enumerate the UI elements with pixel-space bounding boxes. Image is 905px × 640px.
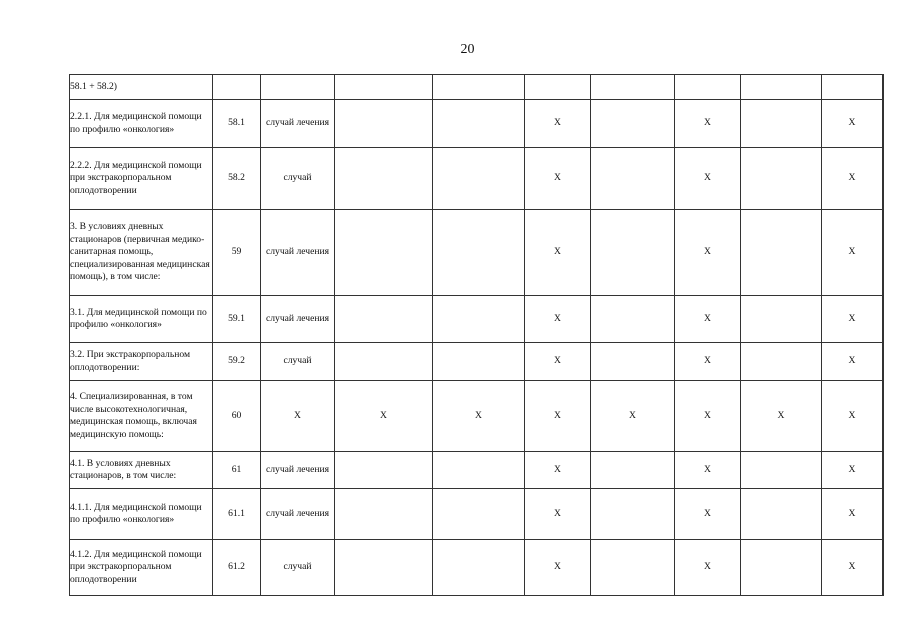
row-value-cell: X [525,343,591,381]
row-value-cell: X [675,489,741,540]
row-value-cell: X [822,489,883,540]
row-unit-cell [261,75,335,100]
table-row [70,100,884,148]
row-value-cell: X [433,381,525,452]
row-code-cell: 59.2 [213,343,261,381]
row-value-cell [883,540,884,596]
row-value-cell: X [525,100,591,148]
row-value-cell: X [525,452,591,489]
row-value-cell [591,343,675,381]
row-value-cell [525,75,591,100]
row-unit-cell: случай лечения [261,100,335,148]
table-body [70,75,884,596]
row-value-cell [883,296,884,343]
row-value-cell [741,452,822,489]
row-value-cell [883,452,884,489]
row-value-cell: X [675,296,741,343]
table-row [70,452,884,489]
row-value-cell [335,540,433,596]
row-value-cell [675,75,741,100]
statistics-table [69,74,884,596]
row-unit-cell: случай [261,148,335,210]
row-value-cell: X [675,100,741,148]
row-value-cell [433,148,525,210]
row-code-cell: 61 [213,452,261,489]
row-code-cell: 61.1 [213,489,261,540]
row-value-cell: X [822,296,883,343]
row-name-cell: 4. Специализированная, в том числе высокотехнологичная, медицинская помощь, включая медицинскую помощь: [70,381,213,452]
row-value-cell [335,296,433,343]
row-unit-cell: случай лечения [261,210,335,296]
row-value-cell: X [675,210,741,296]
row-value-cell [883,210,884,296]
row-value-cell: X [335,381,433,452]
row-name-cell: 3.1. Для медицинской помощи по профилю «онкология» [70,296,213,343]
row-value-cell: X [822,148,883,210]
row-value-cell: X [822,381,883,452]
row-value-cell [335,452,433,489]
row-value-cell [822,75,883,100]
row-unit-cell: случай лечения [261,489,335,540]
row-value-cell [433,489,525,540]
row-code-cell: 58.1 [213,100,261,148]
row-value-cell: X [822,540,883,596]
row-value-cell [883,148,884,210]
table-row [70,148,884,210]
row-unit-cell: случай [261,343,335,381]
row-value-cell: X [525,210,591,296]
page-number: 20 [460,42,475,57]
row-value-cell [335,210,433,296]
row-code-cell: 61.2 [213,540,261,596]
row-unit-cell: случай лечения [261,296,335,343]
row-value-cell [335,148,433,210]
row-name-cell: 4.1.1. Для медицинской помощи по профилю «онкология» [70,489,213,540]
row-value-cell [591,452,675,489]
row-value-cell [741,100,822,148]
row-value-cell [741,489,822,540]
row-code-cell: 60 [213,381,261,452]
row-value-cell [335,489,433,540]
row-value-cell [433,296,525,343]
row-value-cell: X [675,148,741,210]
row-value-cell: X [741,381,822,452]
row-code-cell [213,75,261,100]
row-value-cell [883,100,884,148]
row-value-cell: X [675,343,741,381]
row-name-cell: 4.1. В условиях дневных стационаров, в том числе: [70,452,213,489]
row-value-cell [883,75,884,100]
row-value-cell [591,210,675,296]
row-value-cell: X [591,381,675,452]
row-value-cell: X [675,540,741,596]
row-name-cell: 4.1.2. Для медицинской помощи при экстракорпоральном оплодотворении [70,540,213,596]
table-row [70,540,884,596]
row-value-cell: X [822,100,883,148]
row-value-cell [591,148,675,210]
table-row [70,296,884,343]
row-value-cell [591,296,675,343]
row-name-cell: 3.2. При экстракорпоральном оплодотворении: [70,343,213,381]
row-code-cell: 59 [213,210,261,296]
row-value-cell [433,100,525,148]
row-value-cell: X [822,343,883,381]
row-value-cell: X [525,489,591,540]
row-value-cell [335,100,433,148]
row-value-cell [741,75,822,100]
row-value-cell [591,75,675,100]
row-value-cell [883,343,884,381]
row-value-cell [433,452,525,489]
table-row [70,343,884,381]
row-value-cell: X [525,296,591,343]
row-value-cell [883,489,884,540]
row-value-cell [335,75,433,100]
row-value-cell [741,210,822,296]
row-unit-cell: X [261,381,335,452]
table-row [70,489,884,540]
row-value-cell: X [675,381,741,452]
row-value-cell [433,210,525,296]
row-value-cell [741,540,822,596]
row-value-cell [883,381,884,452]
row-name-cell: 2.2.2. Для медицинской помощи при экстракорпоральном оплодотворении [70,148,213,210]
row-value-cell: X [525,381,591,452]
row-unit-cell: случай [261,540,335,596]
row-value-cell [335,343,433,381]
row-value-cell [741,148,822,210]
row-name-cell: 2.2.1. Для медицинской помощи по профилю «онкология» [70,100,213,148]
row-value-cell: X [525,540,591,596]
table-row [70,75,884,100]
row-value-cell [741,296,822,343]
table-row [70,381,884,452]
table-row [70,210,884,296]
row-value-cell: X [822,210,883,296]
row-code-cell: 58.2 [213,148,261,210]
row-name-cell: 58.1 + 58.2) [70,75,213,100]
row-value-cell [741,343,822,381]
row-value-cell [433,343,525,381]
row-value-cell [433,540,525,596]
row-value-cell [433,75,525,100]
row-value-cell [591,540,675,596]
row-name-cell: 3. В условиях дневных стационаров (первичная медико-санитарная помощь, специализированная медицинская помощь), в том числе: [70,210,213,296]
row-code-cell: 59.1 [213,296,261,343]
row-value-cell: X [822,452,883,489]
row-value-cell [591,100,675,148]
row-value-cell [591,489,675,540]
row-unit-cell: случай лечения [261,452,335,489]
row-value-cell: X [525,148,591,210]
row-value-cell: X [675,452,741,489]
